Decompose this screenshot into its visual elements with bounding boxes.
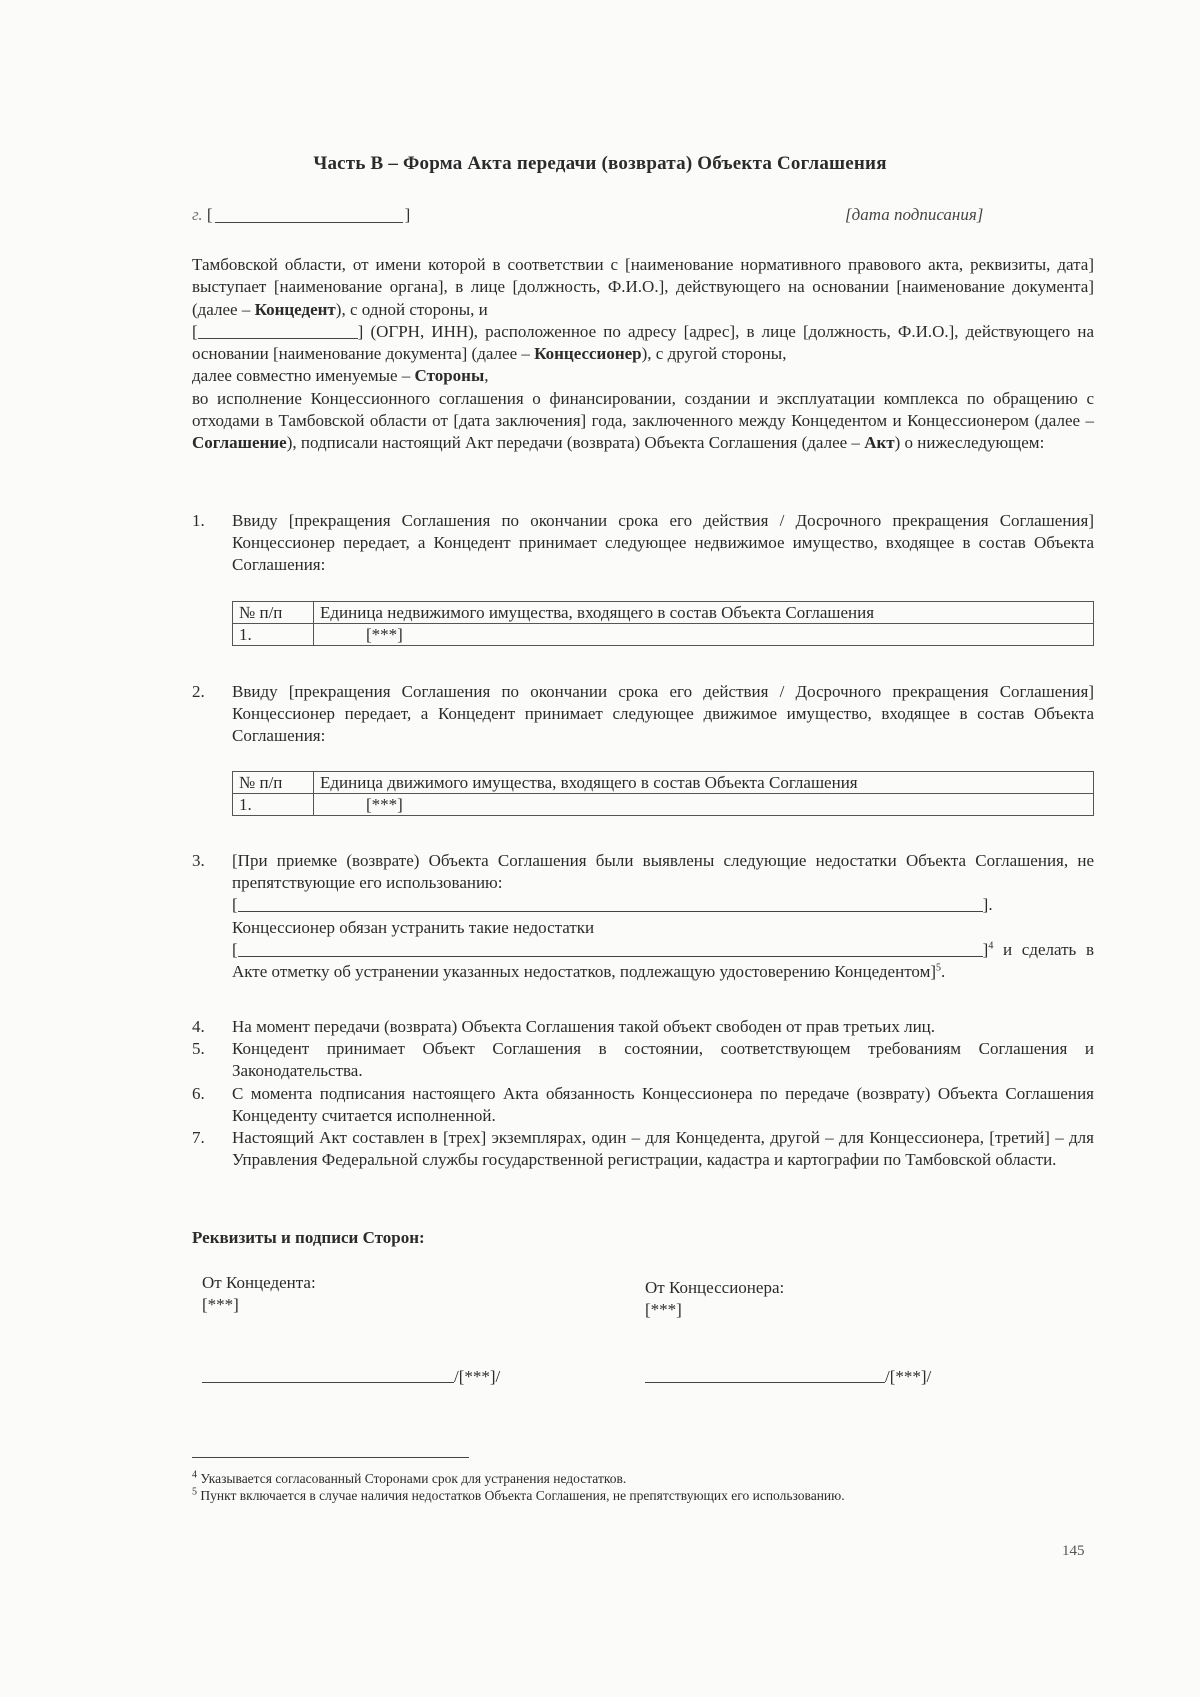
signature-line [645,1368,885,1383]
table-header-row [233,772,1094,794]
immovable-property-table [232,601,1094,646]
footnote-5: $^5$ Пункт включается в случае наличия недостатков Объекта Соглашения, не препятствующих его использованию. [192,1486,845,1503]
table-cell: 1. [233,624,314,646]
clause-2: 2. Ввиду [прекращения Соглашения по окончании срока его действия / Досрочного прекращения Соглашения] Концессионер передает, а Концедент принимает следующее движимое имущество, входящее в состав Объекта Соглашения: [192,682,1094,746]
grantor-signature-block [202,1272,316,1316]
footnote-4: $^4$ Указывается согласованный Сторонами срок для устранения недостатков. [192,1469,627,1486]
concessionaire-signature-line [645,1366,931,1388]
concessionaire-sign-name: /[***]/ [885,1367,932,1386]
preamble-grantor: Тамбовской области, от имени которой в соответствии с [наименование нормативного правового акта, реквизиты, дата] выступает [наименование органа], в лице [должность, Ф.И.О.], действующего на основании [наименование документа] (далее – Концедент), с одной стороны, и [192,255,1094,319]
preamble-parties: далее совместно именуемые – Стороны, [192,366,489,386]
preamble [192,254,1094,455]
requisites-heading: Реквизиты и подписи Сторон: [192,1228,425,1247]
grantor-signature-line [202,1366,500,1388]
grantor-label: От Концедента: [202,1273,316,1292]
table-header-cell: Единица недвижимого имущества, входящего в состав Объекта Соглашения [314,602,1094,624]
concessionaire-name-blank [198,323,358,339]
clause-4: 4. На момент передачи (возврата) Объекта Соглашения такой объект свободен от прав третьих лиц. [192,1017,936,1036]
city-field: г. [ ] [192,205,411,224]
concessionaire-signature-block [645,1277,784,1321]
table-cell: 1. [233,794,314,816]
page-number: 145 [1062,1543,1085,1559]
movable-property-table [232,771,1094,816]
clause-1: 1. Ввиду [прекращения Соглашения по окончании срока его действия / Досрочного прекращения Соглашения] Концессионер передает, а Концедент принимает следующее недвижимое имущество, входящее в состав Объекта Соглашения: [192,511,1094,575]
defects-blank [238,896,983,912]
table-cell: [***] [314,624,1094,646]
preamble-concessionaire: [ ] (ОГРН, ИНН), расположенное по адресу [адрес], в лице [должность, Ф.И.О.], действующего на основании [наименование документа] (далее – Концессионер), с другой стороны, [192,321,1094,364]
footnote-separator [192,1457,469,1458]
concessionaire-label: От Концессионера: [645,1278,785,1297]
document-title: Часть B – Форма Акта передачи (возврата) Объекта Соглашения [313,153,887,174]
grantor-name: [***] [202,1295,239,1314]
table-cell: [***] [314,794,1094,816]
city-blank [215,206,403,223]
signing-date-placeholder: [дата подписания] [845,205,984,224]
table-row [233,624,1094,646]
table-header-row [233,602,1094,624]
table-header-cell: № п/п [233,602,314,624]
clause-3: 3. [При приемке (возврате) Объекта Соглашения были выявлены следующие недостатки Объекта Соглашения, не препятствующие его использованию: [ ]. Концессионер обязан устранить такие недостатки [ ]$^4$ и сделать в Акте отметку об устранении указанных недостатков, подлежащую удостоверению Концедентом]$^5$. [192,851,1094,982]
concessionaire-name: [***] [645,1300,682,1319]
table-header-cell: № п/п [233,772,314,794]
clause-3-obligation-line: Концессионер обязан устранить такие недостатки [232,917,595,937]
clauses-4-7 [192,1016,1094,1171]
clause-6: 6. С момента подписания настоящего Акта обязанность Концессионера по передаче (возврату) Объекта Соглашения Концеденту считается исполненной. [192,1083,1094,1125]
footnotes [192,1470,1094,1504]
clause-5: 5. Концедент принимает Объект Соглашения в состоянии, соответствующем требованиям Соглашения и Законодательства. [192,1039,1094,1081]
preamble-agreement: во исполнение Концессионного соглашения о финансировании, создании и эксплуатации комплекса по обращению с отходами в Тамбовской области от [дата заключения] года, заключенного между Концедентом и Концессионером (далее – Соглашение), подписали настоящий Акт передачи (возврата) Объекта Соглашения (далее – Акт) о нижеследующем: [192,388,1094,453]
table-row [233,794,1094,816]
grantor-sign-name: /[***]/ [454,1367,501,1386]
deadline-blank [238,941,983,957]
city-prefix: г. [192,205,203,224]
signature-line [202,1368,454,1383]
clause-7: 7. Настоящий Акт составлен в [трех] экземплярах, один – для Концедента, другой – для Концессионера, [третий] – для Управления Федеральной службы государственной регистрации, кадастра и картографии по Тамбовской области. [192,1128,1094,1170]
table-header-cell: Единица движимого имущества, входящего в состав Объекта Соглашения [314,772,1094,794]
